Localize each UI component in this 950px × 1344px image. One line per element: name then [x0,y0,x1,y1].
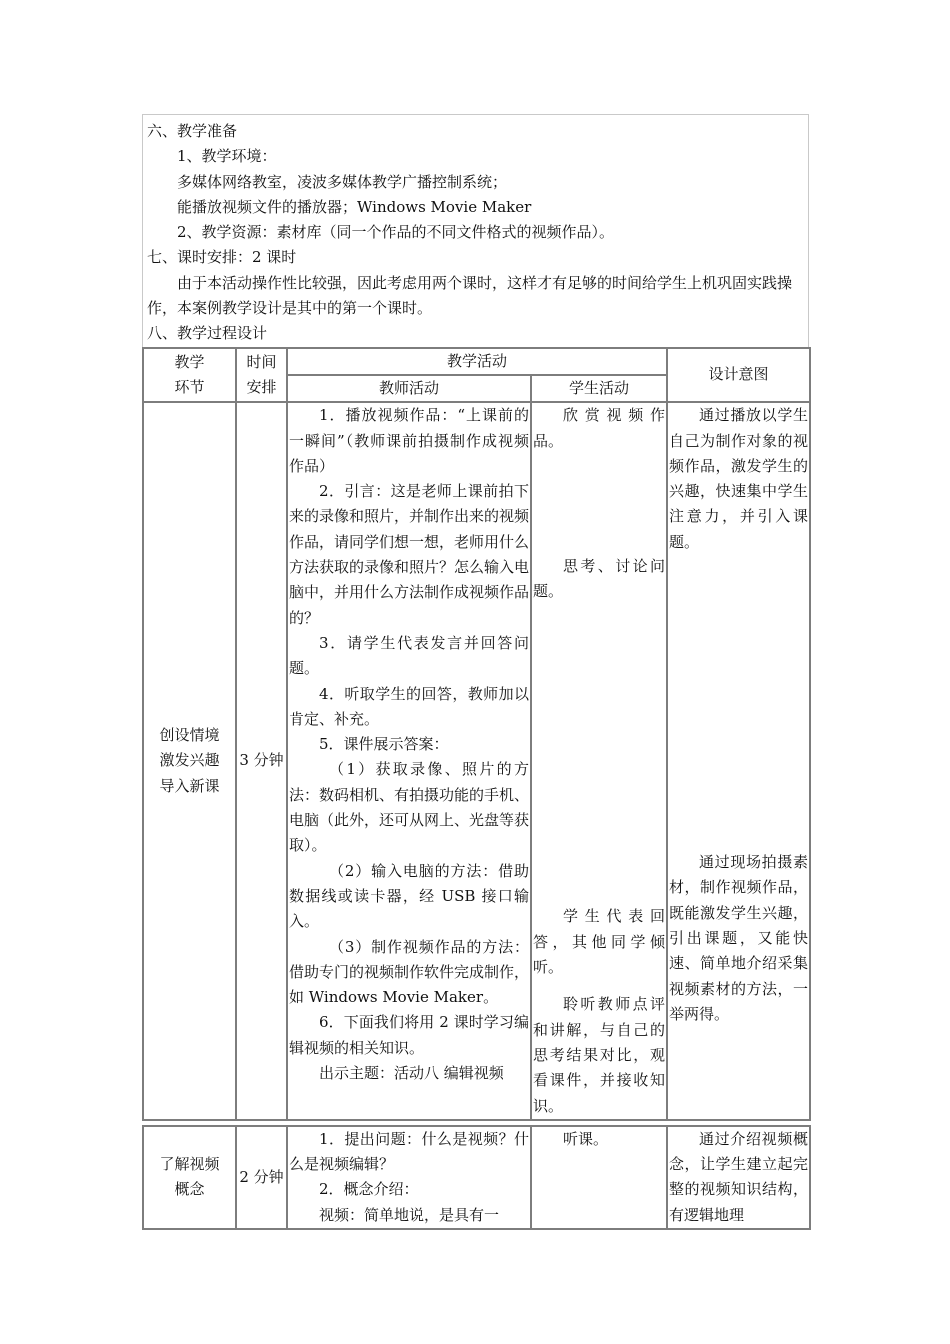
section-6-title: 六、教学准备 [147,122,238,140]
row2-student-activity: 听课。 [531,1126,667,1229]
document-page [142,114,809,1230]
header-intent: 设计意图 [667,348,810,403]
header-stage: 教学 环节 [143,348,236,403]
row2-stage: 了解视频 概念 [143,1126,236,1229]
row2-time: 2 分钟 [236,1126,287,1229]
header-time: 时间 安排 [236,348,287,403]
env-line-1: 多媒体网络教室，凌波多媒体教学广播控制系统； [177,172,508,191]
lesson-plan-table [142,347,811,1230]
table-header-row [143,348,810,375]
section-7-paragraph: 由于本活动操作性比较强，因此考虑用两个课时，这样才有足够的时间给学生上机巩固实践操作，本案例教学设计是其中的第一个课时。 [147,273,793,318]
row1-stage: 创设情境 激发兴趣 导入新课 [143,402,236,1120]
resource-line: 2、教学资源：素材库（同一个作品的不同文件格式的视频作品）。 [177,223,615,242]
table-row [143,1126,810,1229]
row1-time: 3 分钟 [236,402,287,1120]
section-8-title: 八、教学过程设计 [147,324,268,343]
env-line-2: 能播放视频文件的播放器；Windows Movie Maker [177,197,532,216]
row1-design-intent: 通过播放以学生自己为制作对象的视频作品，激发学生的兴趣，快速集中学生注意力，并引入课题。 通过现场拍摄素材，制作视频作品，既能激发学生兴趣，引出课题，又能快速、简单地介绍采集视频素材的方法，一举两得。 [667,402,810,1120]
env-title: 1、教学环境： [177,147,277,166]
section-7-title: 七、课时安排：2 课时 [147,248,297,267]
header-teacher: 教师活动 [287,375,531,402]
row1-teacher-activity: 1．播放视频作品：“上课前的一瞬间”（教师课前拍摄制作成视频作品） 2．引言：这是老师上课前拍下来的录像和照片，并制作出来的视频作品，请同学们想一想，老师用什么方法获取的录像和照片？怎么输入电脑中，并用什么方法制作成视频作品的？ 3．请学生代表发言并回答问题。 4．听取学生的回答，教师加以肯定、补充。 5．课件展示答案： （1）获取录像、照片的方法：数码相机、有拍摄功能的手机、电脑（此外，还可从网上、光盘等获取）。 （2）输入电脑的方法：借助数据线或读卡器，经 USB 接口输入。 （3）制作视频作品的方法：借助专门的视频制作软件完成制作，如 Windows Movie Maker。 6．下面我们将用 2 课时学习编辑视频的相关知识。 出示主题：活动八 编辑视频 [287,402,531,1120]
intro-section [142,114,809,347]
row1-student-activity: 欣赏视频作品。 思考、讨论问题。 学生代表回答，其他同学倾听。 聆听教师点评和讲解，与自己的思考结果对比，观看课件，并接收知识。 [531,402,667,1120]
row2-design-intent: 通过介绍视频概念，让学生建立起完整的视频知识结构，有逻辑地理 [667,1126,810,1229]
row2-teacher-activity: 1．提出问题：什么是视频？什么是视频编辑？ 2．概念介绍： 视频：简单地说，是具有一 [287,1126,531,1229]
table-row [143,402,810,1120]
header-activity: 教学活动 [287,348,667,375]
header-student: 学生活动 [531,375,667,402]
